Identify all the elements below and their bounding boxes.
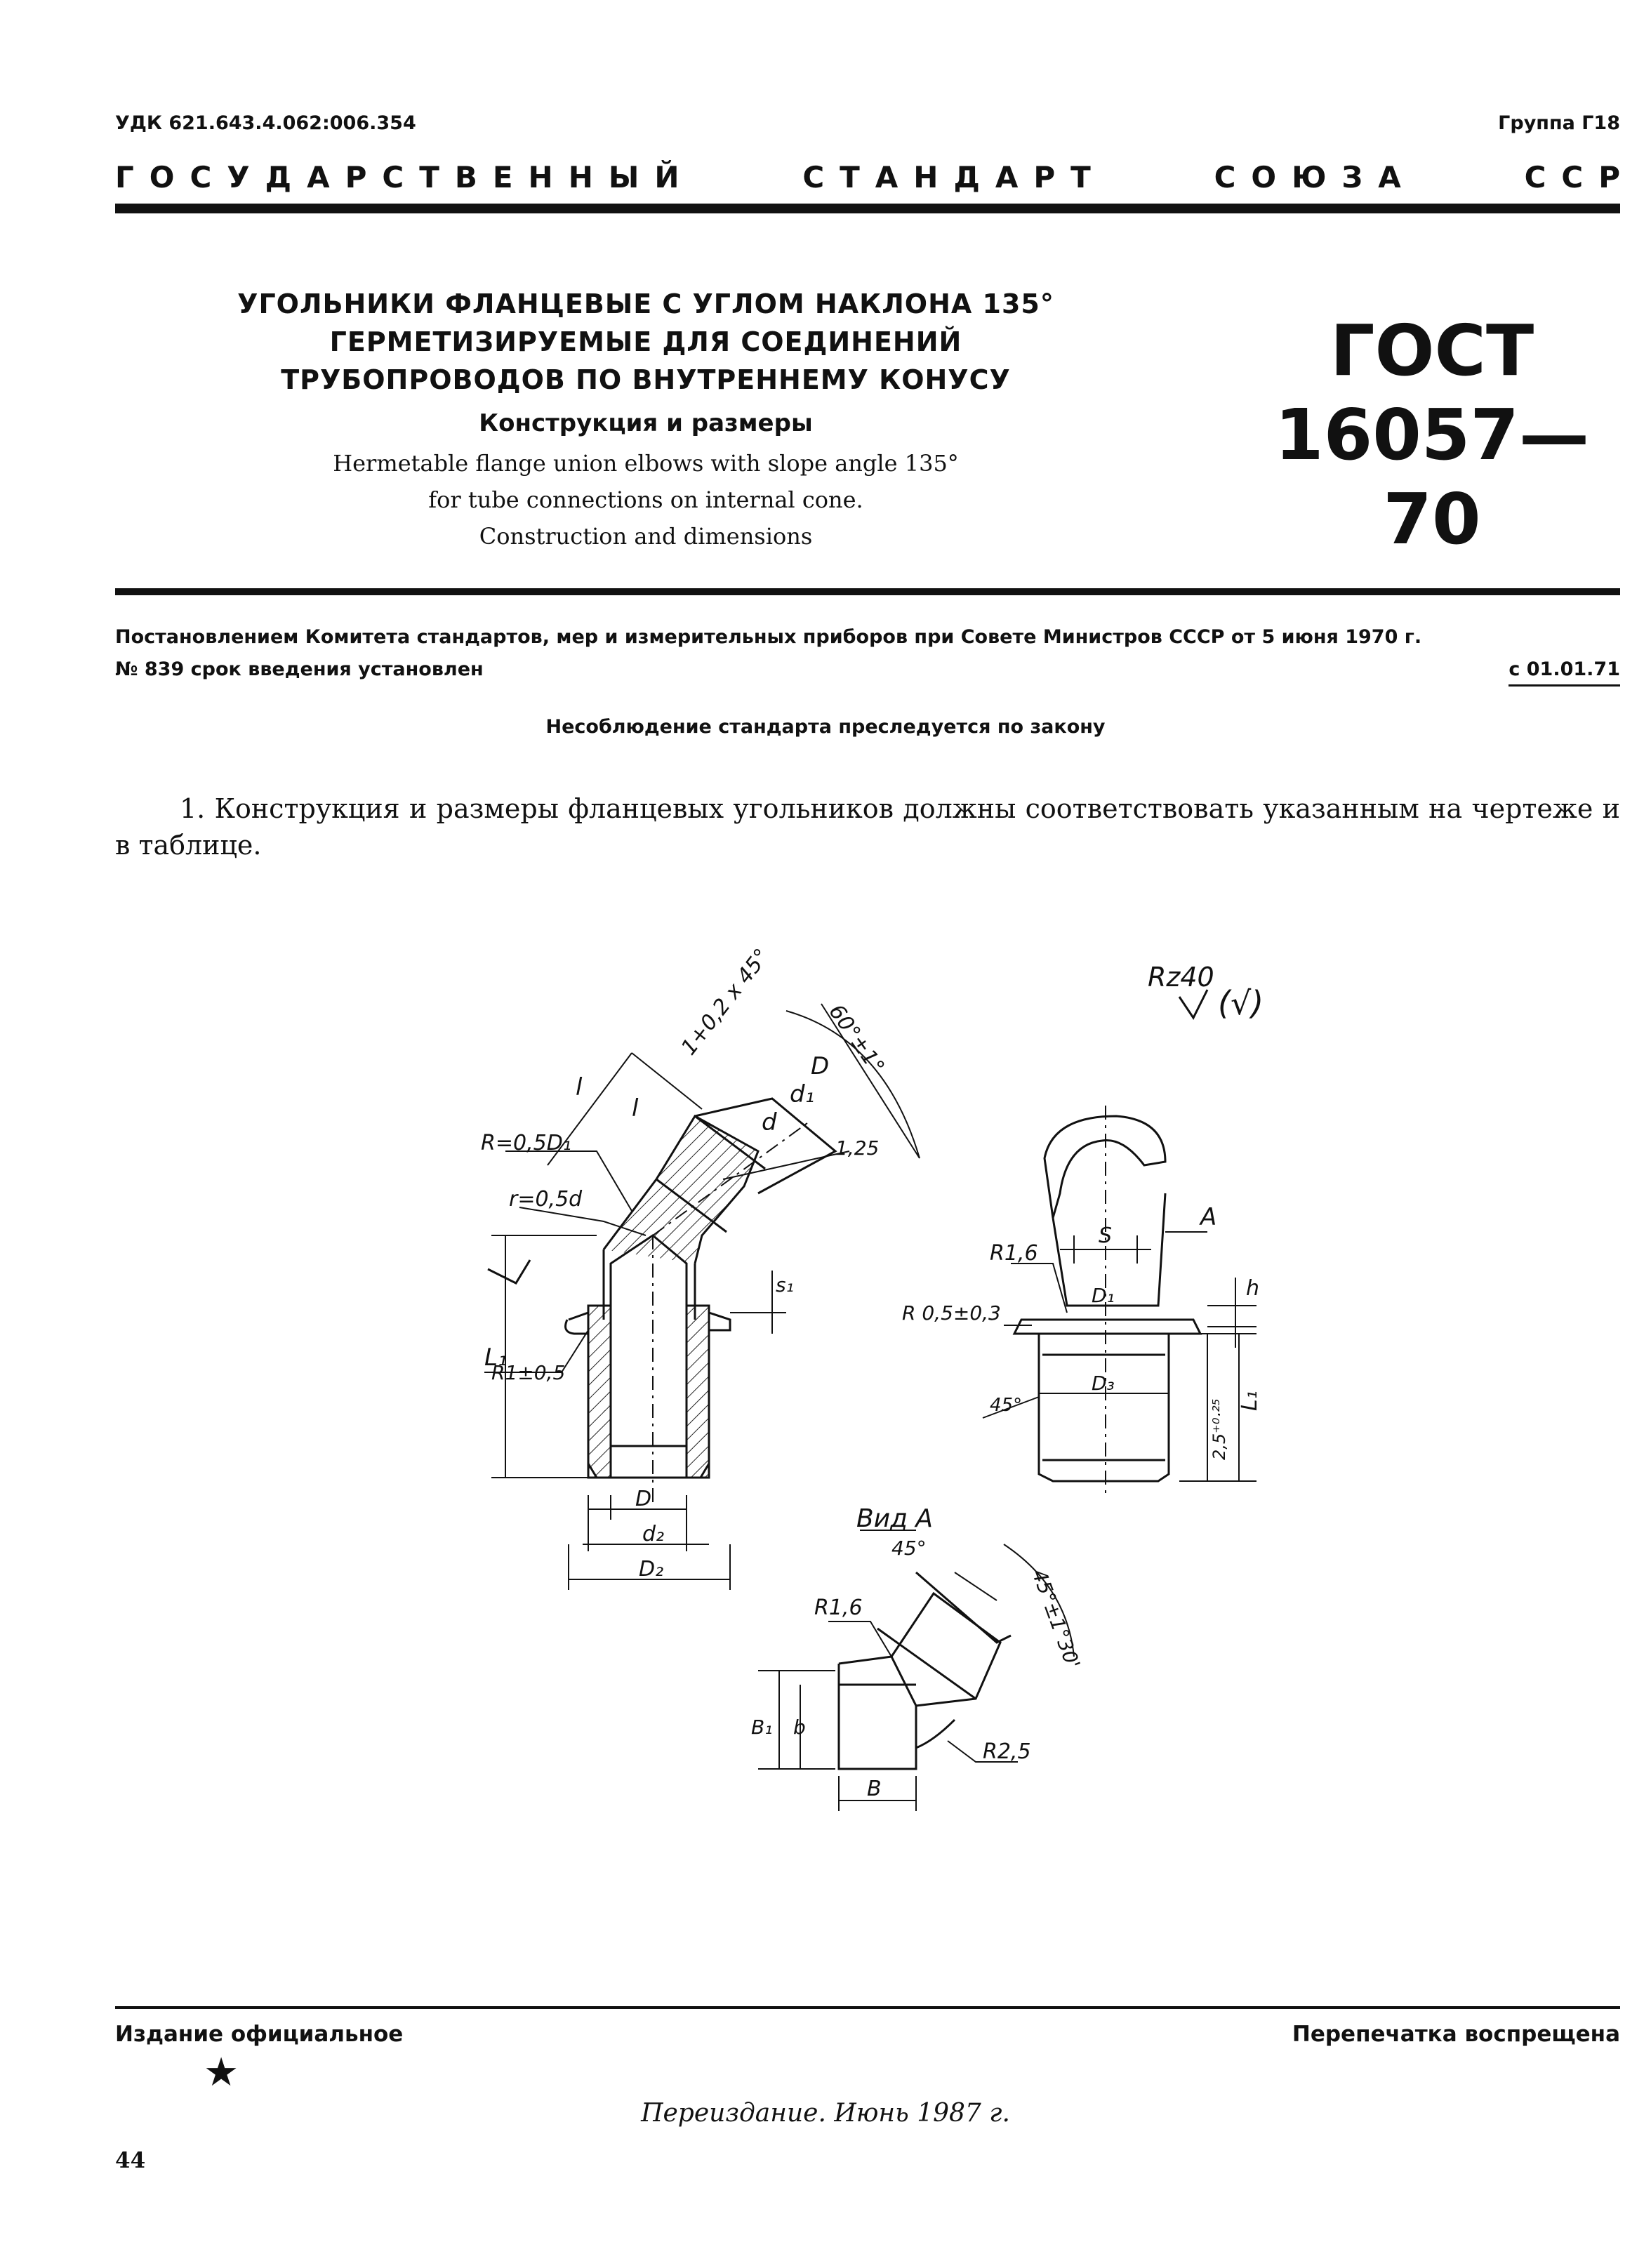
label-R16-view: R1,6	[814, 1596, 863, 1620]
title-line-1: УГОЛЬНИКИ ФЛАНЦЕВЫЕ С УГЛОМ НАКЛОНА 135°	[237, 289, 1054, 319]
title-subtitle: Конструкция и размеры	[479, 409, 813, 437]
thread-lines	[1042, 1355, 1165, 1460]
label-b: b	[793, 1716, 806, 1739]
view-a-labels	[751, 1504, 1085, 1801]
R16-view-leader	[828, 1622, 891, 1657]
banner-word-4: ССР	[1524, 160, 1636, 194]
label-s1: s₁	[776, 1273, 794, 1297]
view-a-title: Вид А	[856, 1504, 934, 1533]
label-45-view: 45°	[891, 1537, 927, 1560]
english-title-3: Construction and dimensions	[479, 523, 813, 550]
page-number: 44	[115, 2148, 146, 2173]
banner-word-3: СОЮЗА	[1214, 160, 1417, 194]
label-d1: d₁	[790, 1080, 815, 1108]
label-D-bottom: D	[635, 1487, 652, 1511]
label-d: d	[762, 1108, 777, 1136]
label-25: 2,5⁺⁰·²⁵	[1209, 1398, 1229, 1460]
flange-lip	[566, 1320, 588, 1334]
roughness-value: Rz40	[1148, 962, 1214, 993]
angled-tube-hatch	[604, 1116, 758, 1264]
flange-side	[1014, 1320, 1200, 1334]
decree-text-1: Постановлением Комитета стандартов, мер и измерительных приборов при Совете Министров СССР от 5 июня 1970 г.	[115, 626, 1422, 648]
label-surface-125: 1,25	[835, 1136, 880, 1160]
title-line-2: ГЕРМЕТИЗИРУЕМЫЕ ДЛЯ СОЕДИНЕНИЙ	[329, 326, 962, 357]
label-r: r=0,5d	[509, 1187, 583, 1212]
english-title-1: Hermetable flange union elbows with slope angle 135°	[333, 450, 959, 477]
label-L1-left: L₁	[484, 1344, 508, 1372]
title-line-3: ТРУБОПРОВОДОВ ПО ВНУТРЕННЕМУ КОНУСУ	[281, 364, 1011, 395]
label-B: B	[867, 1777, 882, 1801]
decree-text-2: № 839 срок введения установлен	[115, 658, 484, 680]
english-title-2: for tube connections on internal cone.	[428, 486, 863, 513]
label-A: A	[1200, 1203, 1217, 1231]
label-R16-right: R1,6	[990, 1241, 1038, 1266]
bottom-rule	[115, 2006, 1620, 2009]
view-a-base	[839, 1657, 916, 1769]
label-R05: R 0,5±0,3	[902, 1301, 1001, 1325]
R16-leader	[1011, 1264, 1067, 1313]
label-D1: D₁	[1092, 1284, 1115, 1307]
roughness-tick-icon	[488, 1260, 530, 1283]
label-chamfer: 1+0,2 x 45°	[676, 944, 775, 1060]
label-l-small: l	[632, 1094, 639, 1122]
udk-code: УДК 621.643.4.062:006.354	[115, 112, 416, 134]
label-l-big: l	[576, 1073, 583, 1101]
label-45-tol: 45°±1°30'	[1027, 1566, 1085, 1672]
label-R25: R2,5	[983, 1739, 1031, 1764]
right-view-labels	[902, 1203, 1262, 1460]
left-wall-hatch	[588, 1306, 611, 1478]
view-a	[758, 1530, 1074, 1811]
group-code: Группа Г18	[1498, 112, 1620, 134]
effective-date: с 01.01.71	[1509, 658, 1620, 687]
label-B1: B₁	[751, 1716, 773, 1739]
official-edition: Издание официальное	[115, 2022, 404, 2047]
label-D3: D₃	[1092, 1372, 1115, 1395]
label-D2: D₂	[639, 1557, 664, 1581]
label-45-right: 45°	[990, 1395, 1023, 1416]
gost-label: ГОСТ	[1330, 310, 1534, 392]
check-mark-icon	[1179, 990, 1207, 1018]
reedition-note: Переиздание. Июнь 1987 г.	[641, 2099, 1010, 2128]
left-section-view	[484, 1004, 920, 1590]
banner-word-1: ГОСУДАРСТВЕННЫЙ	[115, 160, 695, 194]
label-angle-60: 60°±1°	[823, 1000, 889, 1079]
roughness-paren: (√)	[1218, 984, 1264, 1022]
label-R: R=0,5D₁	[481, 1131, 571, 1155]
label-d2: d₂	[642, 1522, 665, 1546]
label-L1-right: L₁	[1238, 1391, 1262, 1411]
label-h: h	[1246, 1276, 1260, 1301]
inner-bore	[611, 1235, 687, 1446]
paragraph-1: 1. Конструкция и размеры фланцевых угольников должны соответствовать указанным на чертеже и в таблице.	[115, 793, 1620, 861]
label-S: S	[1099, 1223, 1113, 1248]
law-notice: Несоблюдение стандарта преследуется по закону	[545, 716, 1106, 738]
label-D-top: D	[811, 1052, 830, 1080]
roughness-symbol	[1148, 962, 1264, 1022]
banner-word-2: СТАНДАРТ	[802, 160, 1106, 194]
gost-code: 16057—70	[1275, 394, 1589, 560]
right-wall-hatch	[687, 1306, 709, 1478]
reprint-prohibited: Перепечатка воспрещена	[1292, 2022, 1620, 2047]
view-a-fillet	[916, 1720, 955, 1748]
label-R1: R1±0,5	[491, 1361, 566, 1384]
star-icon: ★	[204, 2050, 239, 2095]
